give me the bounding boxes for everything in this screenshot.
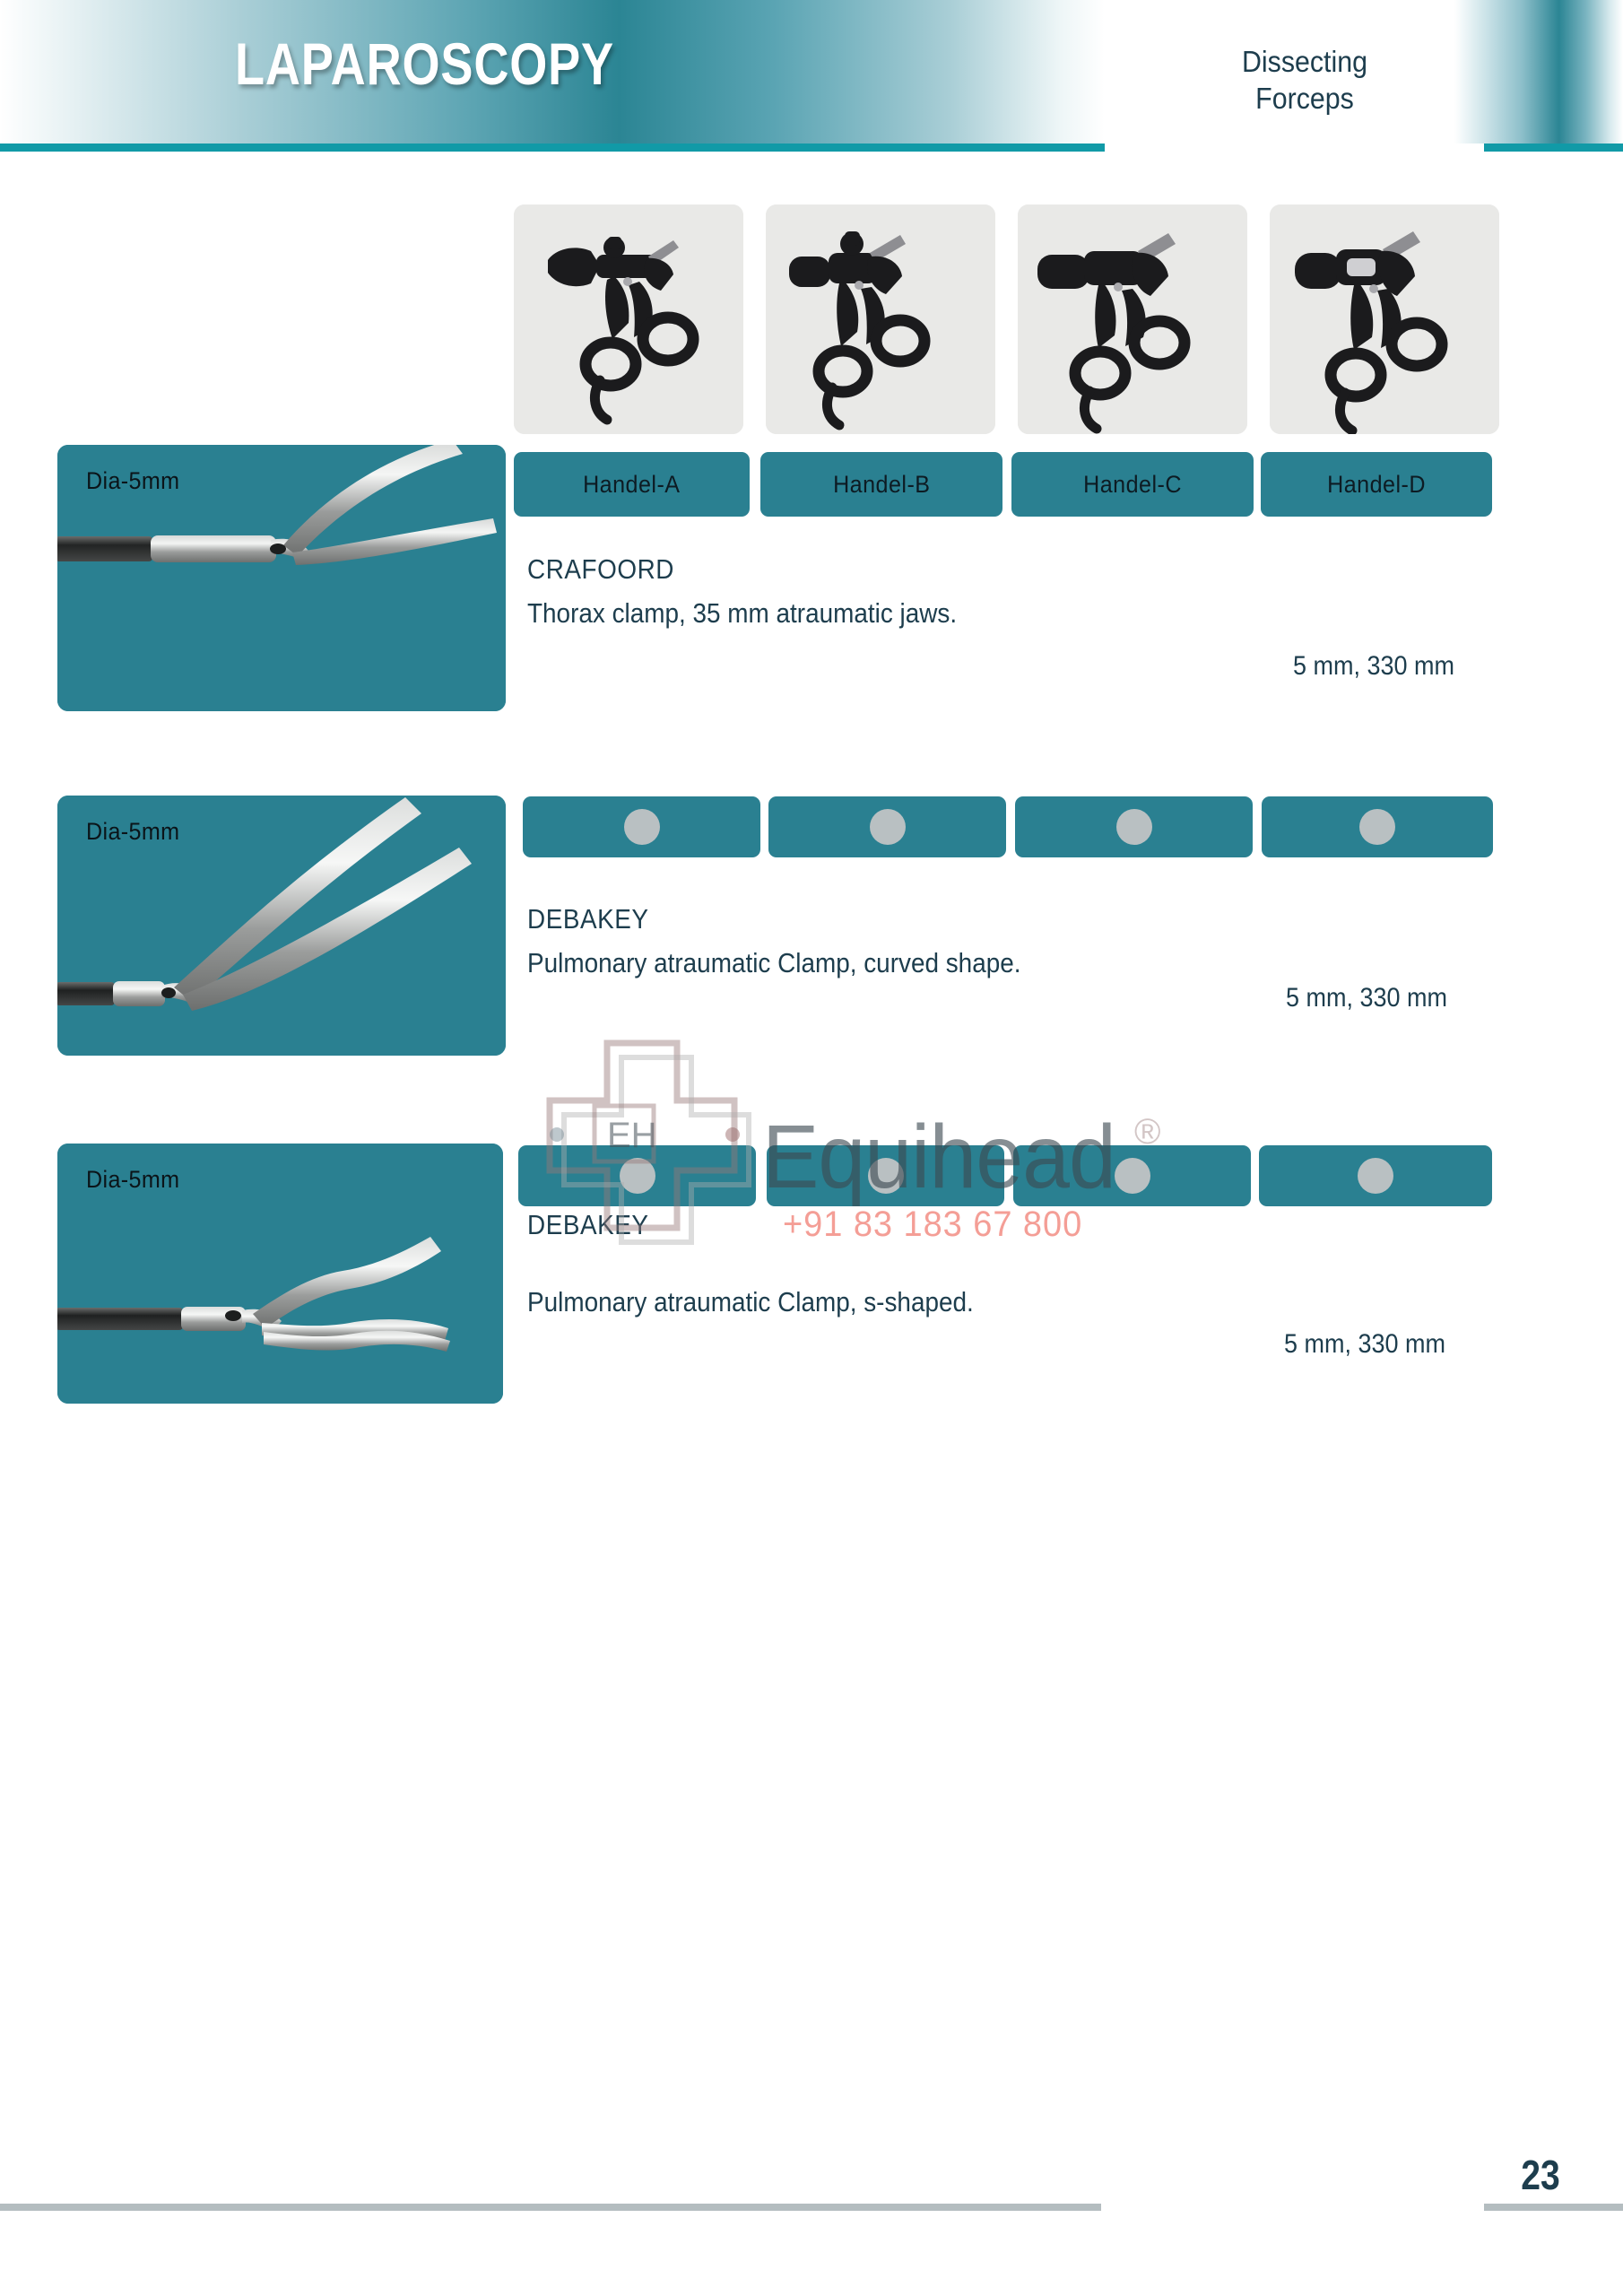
page-number: 23 bbox=[1521, 2152, 1560, 2198]
footer-rule-right bbox=[1484, 2204, 1623, 2211]
handle-label-a: Handel-A bbox=[583, 470, 681, 498]
handle-selector-c-row1[interactable] bbox=[1011, 452, 1254, 517]
selection-dot-icon bbox=[1358, 1158, 1393, 1194]
header-accent-rule-right bbox=[1484, 144, 1623, 152]
handle-selector-a-row3[interactable] bbox=[518, 1145, 756, 1206]
header-category bbox=[1202, 43, 1408, 117]
product-name-3: DEBAKEY bbox=[527, 1209, 649, 1240]
header-category-line1: Dissecting bbox=[1241, 45, 1368, 78]
watermark-phone: +91 83 183 67 800 bbox=[783, 1205, 1083, 1244]
selection-dot-icon bbox=[1359, 809, 1395, 845]
page-header bbox=[0, 0, 1623, 160]
handle-selector-a-row2[interactable] bbox=[523, 796, 760, 857]
selection-dot-icon bbox=[1116, 809, 1152, 845]
product-dia-label-1: Dia-5mm bbox=[86, 467, 180, 494]
watermark-brand: Equihead bbox=[762, 1107, 1115, 1207]
header-category-line2: Forceps bbox=[1255, 82, 1354, 116]
selection-dot-icon bbox=[870, 809, 906, 845]
product-size-3: 5 mm, 330 mm bbox=[1284, 1329, 1446, 1359]
page-title: LAPAROSCOPY bbox=[235, 30, 614, 97]
selection-dot-icon bbox=[620, 1158, 655, 1194]
handle-photo-a bbox=[514, 204, 743, 434]
handle-selector-b-row2[interactable] bbox=[768, 796, 1006, 857]
handle-label-b: Handel-B bbox=[832, 470, 931, 498]
handle-label-c: Handel-C bbox=[1083, 470, 1182, 498]
handle-selector-c-row3[interactable] bbox=[1013, 1145, 1251, 1206]
handle-photo-c bbox=[1018, 204, 1247, 434]
selection-dot-icon bbox=[868, 1158, 904, 1194]
handle-label-d: Handel-D bbox=[1327, 470, 1426, 498]
handle-photo-b bbox=[766, 204, 995, 434]
product-size-2: 5 mm, 330 mm bbox=[1286, 983, 1448, 1013]
selection-dot-icon bbox=[624, 809, 660, 845]
product-description-2: Pulmonary atraumatic Clamp, curved shape. bbox=[527, 947, 1021, 978]
handle-photo-d bbox=[1270, 204, 1499, 434]
handle-selector-d-row3[interactable] bbox=[1259, 1145, 1492, 1206]
watermark-registered-icon: ® bbox=[1134, 1112, 1161, 1152]
product-dia-label-2: Dia-5mm bbox=[86, 818, 180, 845]
product-name-1: CRAFOORD bbox=[527, 553, 674, 585]
handle-selector-a-row1[interactable] bbox=[514, 452, 750, 517]
product-name-2: DEBAKEY bbox=[527, 903, 649, 935]
header-gradient-band-right bbox=[1454, 0, 1623, 144]
product-size-1: 5 mm, 330 mm bbox=[1293, 651, 1455, 681]
product-description-3: Pulmonary atraumatic Clamp, s-shaped. bbox=[527, 1286, 974, 1318]
handle-selector-b-row3[interactable] bbox=[767, 1145, 1004, 1206]
handle-selector-d-row2[interactable] bbox=[1262, 796, 1493, 857]
handle-selector-b-row1[interactable] bbox=[760, 452, 1002, 517]
handle-selector-c-row2[interactable] bbox=[1015, 796, 1253, 857]
product-description-1: Thorax clamp, 35 mm atraumatic jaws. bbox=[527, 597, 958, 629]
logo-monogram: EH bbox=[607, 1116, 657, 1155]
handle-selector-d-row1[interactable] bbox=[1261, 452, 1492, 517]
selection-dot-icon bbox=[1115, 1158, 1150, 1194]
product-dia-label-3: Dia-5mm bbox=[86, 1166, 180, 1193]
header-accent-rule-left bbox=[0, 144, 1105, 152]
footer-rule-left bbox=[0, 2204, 1101, 2211]
